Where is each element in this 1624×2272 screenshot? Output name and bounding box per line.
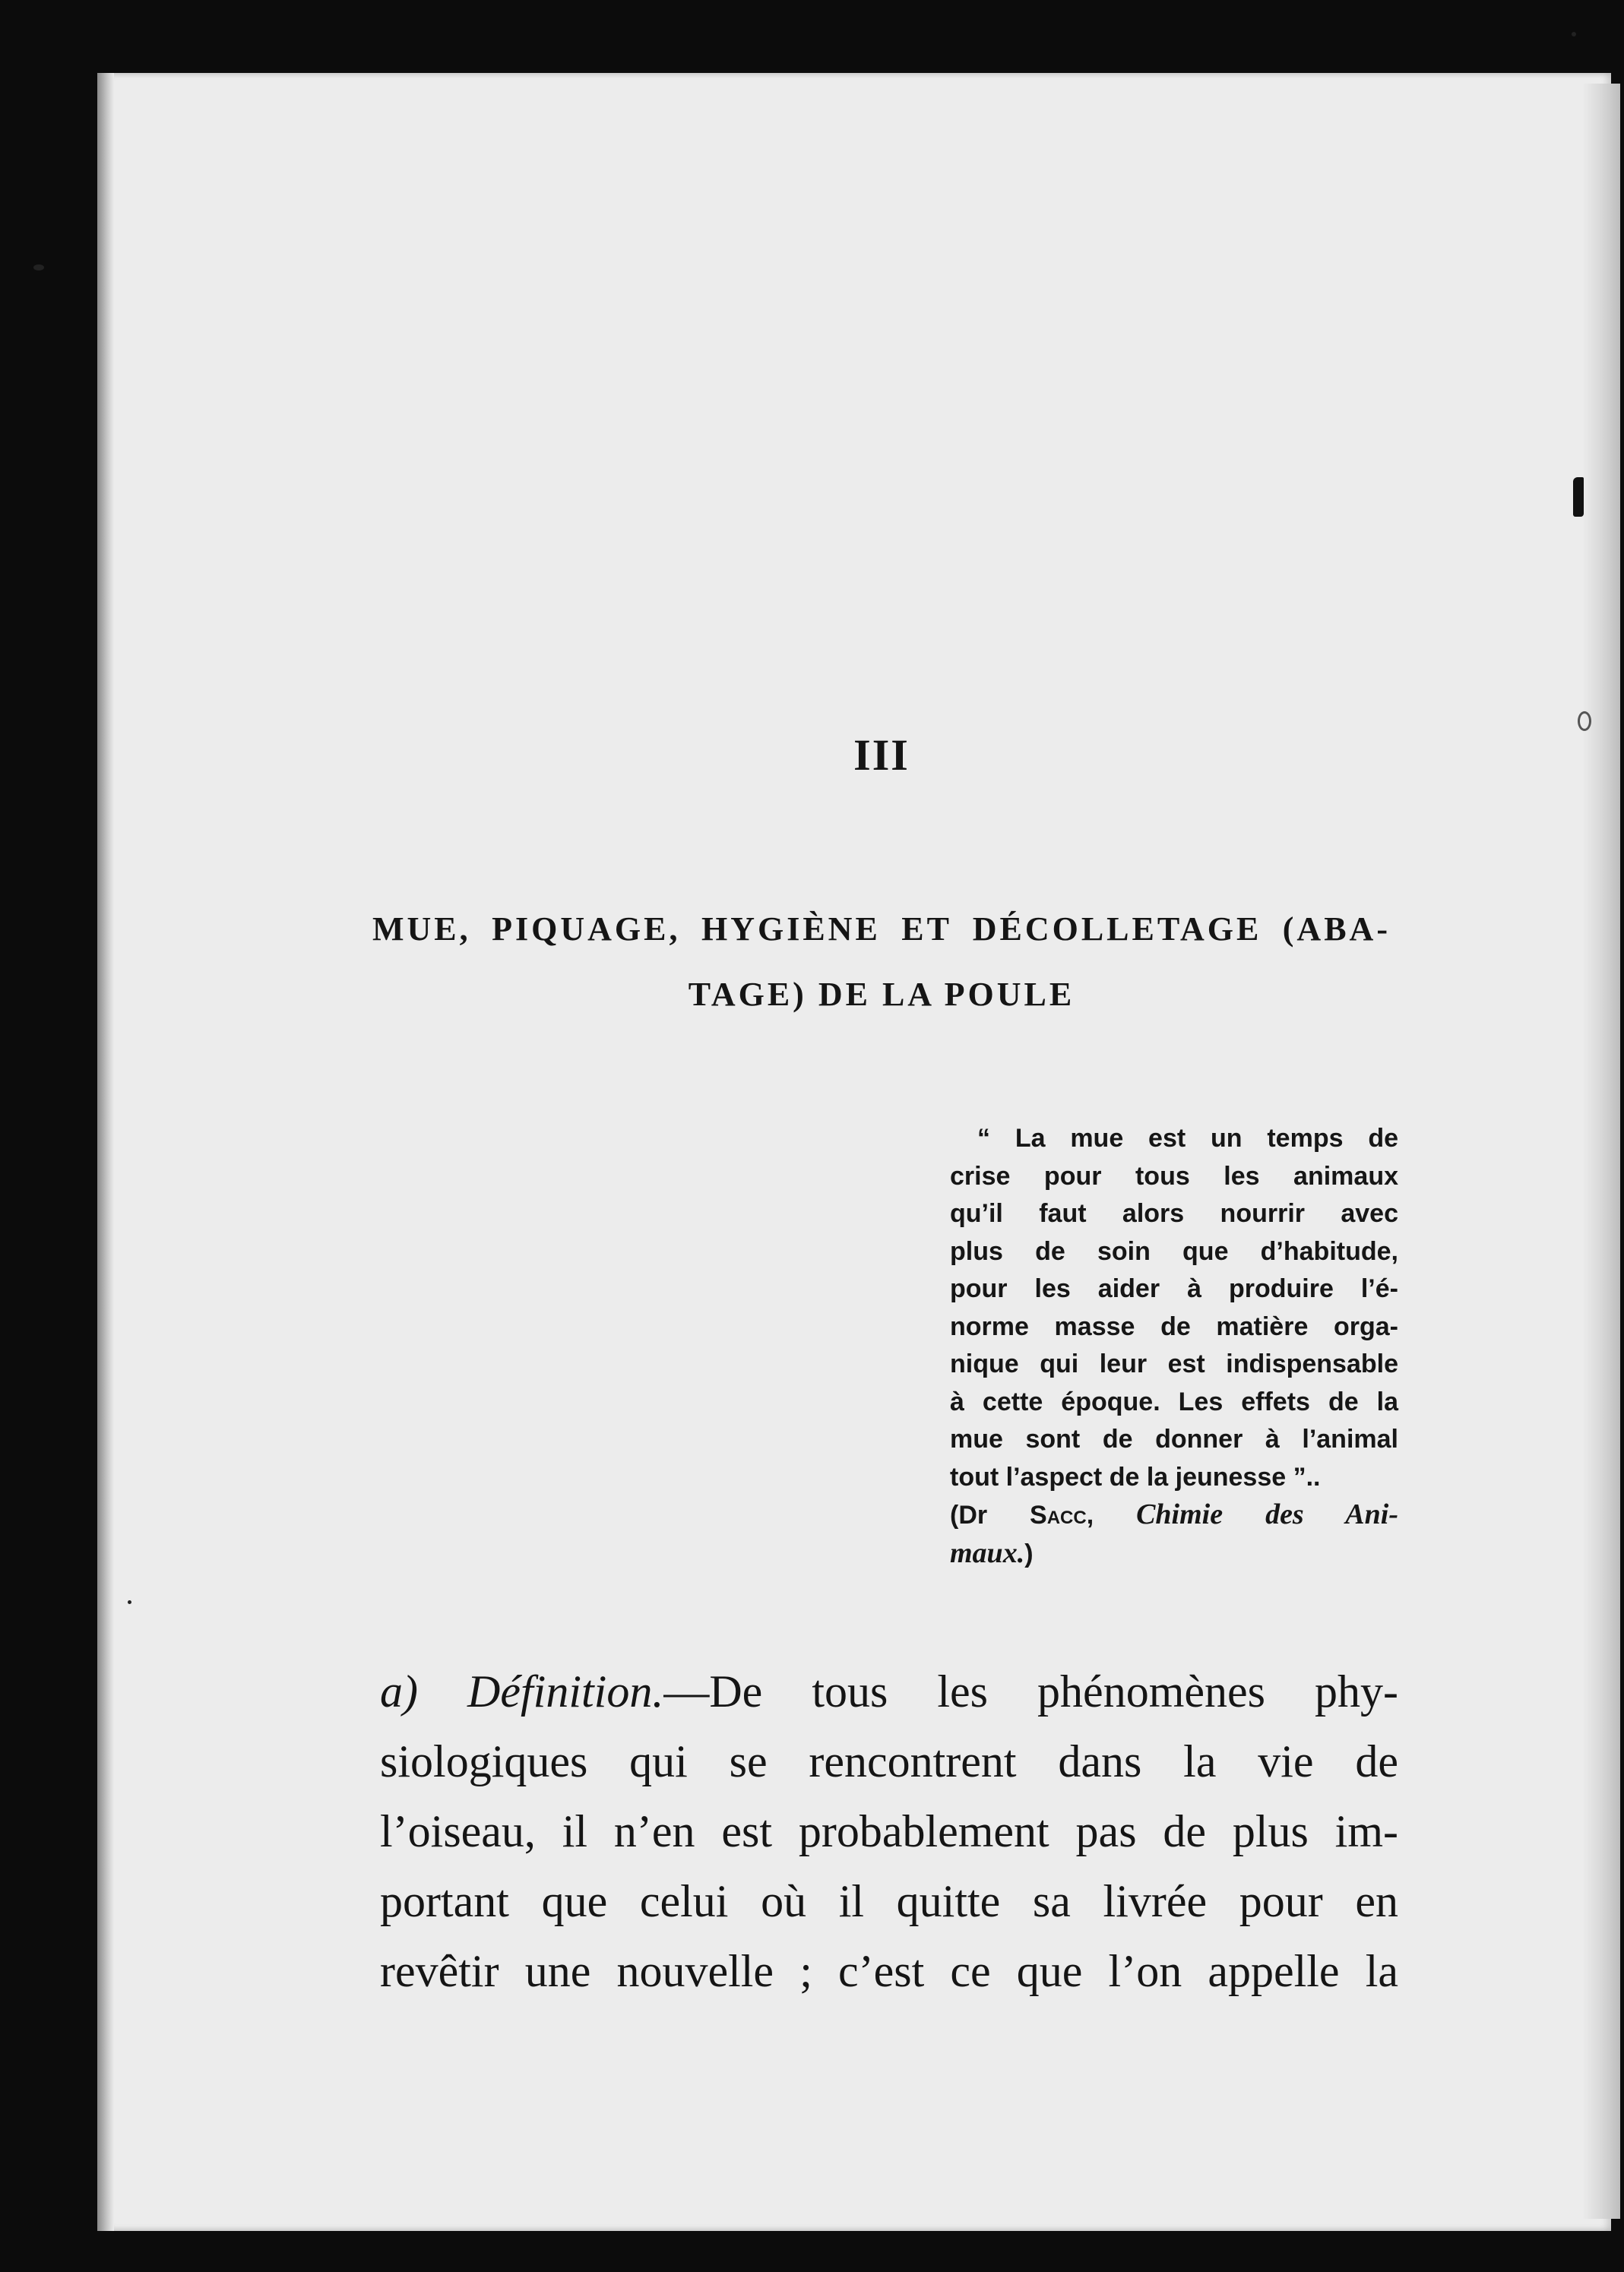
scan-speck [33, 264, 44, 271]
epigraph-line: tout l’aspect de la jeunesse ”.. [950, 1462, 1321, 1492]
body-line: l’oiseau, il n’en est probablement pas de plus im- [380, 1806, 1398, 1856]
epigraph-line: crise pour tous les animaux [950, 1161, 1398, 1191]
body-line-text: De tous les phénomènes phy- [709, 1666, 1398, 1717]
body-line: siologiques qui se rencontrent dans la vie de [380, 1736, 1398, 1786]
epigraph-line: norme masse de matière orga- [950, 1312, 1398, 1341]
margin-ink-ring [1578, 711, 1591, 731]
epigraph-line: plus de soin que d’habitude, [950, 1236, 1398, 1266]
citation-work-cont: maux. [950, 1536, 1025, 1569]
epigraph-line: nique qui leur est indispensable [950, 1350, 1398, 1378]
section-label: a) Définition. [380, 1666, 664, 1717]
chapter-number: III [853, 730, 910, 780]
citation-open: (Dr [950, 1501, 988, 1530]
body-line [380, 1657, 1398, 1726]
epigraph-line: “ La mue est un temps de [977, 1124, 1398, 1153]
body-line: portant que celui où il quitte sa livrée pour en [380, 1876, 1398, 1926]
epigraph-quote [950, 1120, 1398, 1573]
margin-ink-mark [1573, 477, 1584, 517]
chapter-title-line: TAGE) DE LA POULE [688, 976, 1075, 1013]
citation-work: Chimie des Ani- [1136, 1498, 1398, 1530]
epigraph-line: mue sont de donner à l’animal [950, 1425, 1398, 1454]
body-line: revêtir une nouvelle ; c’est ce que l’on appelle la [380, 1946, 1398, 1996]
page-gutter-shadow [97, 73, 114, 2231]
scan-speck [1572, 32, 1576, 36]
epigraph-line: pour les aider à produire l’é- [950, 1274, 1398, 1303]
epigraph-line: qu’il faut alors nourrir avec [950, 1199, 1398, 1228]
citation-close: ) [1024, 1539, 1034, 1568]
scan-speck [128, 1600, 131, 1604]
epigraph-citation [950, 1496, 1398, 1535]
page-fore-edge [1582, 84, 1620, 2219]
citation-author: Sacc, [1030, 1501, 1094, 1530]
epigraph-line: à cette époque. Les effets de la [950, 1387, 1398, 1416]
body-paragraph [380, 1657, 1398, 2006]
epigraph-citation-end [950, 1535, 1398, 1574]
chapter-title-line: MUE, PIQUAGE, HYGIÈNE ET DÉCOLLETAGE (ABA- [372, 910, 1391, 948]
chapter-title [372, 897, 1391, 1027]
section-dash: — [663, 1666, 710, 1717]
